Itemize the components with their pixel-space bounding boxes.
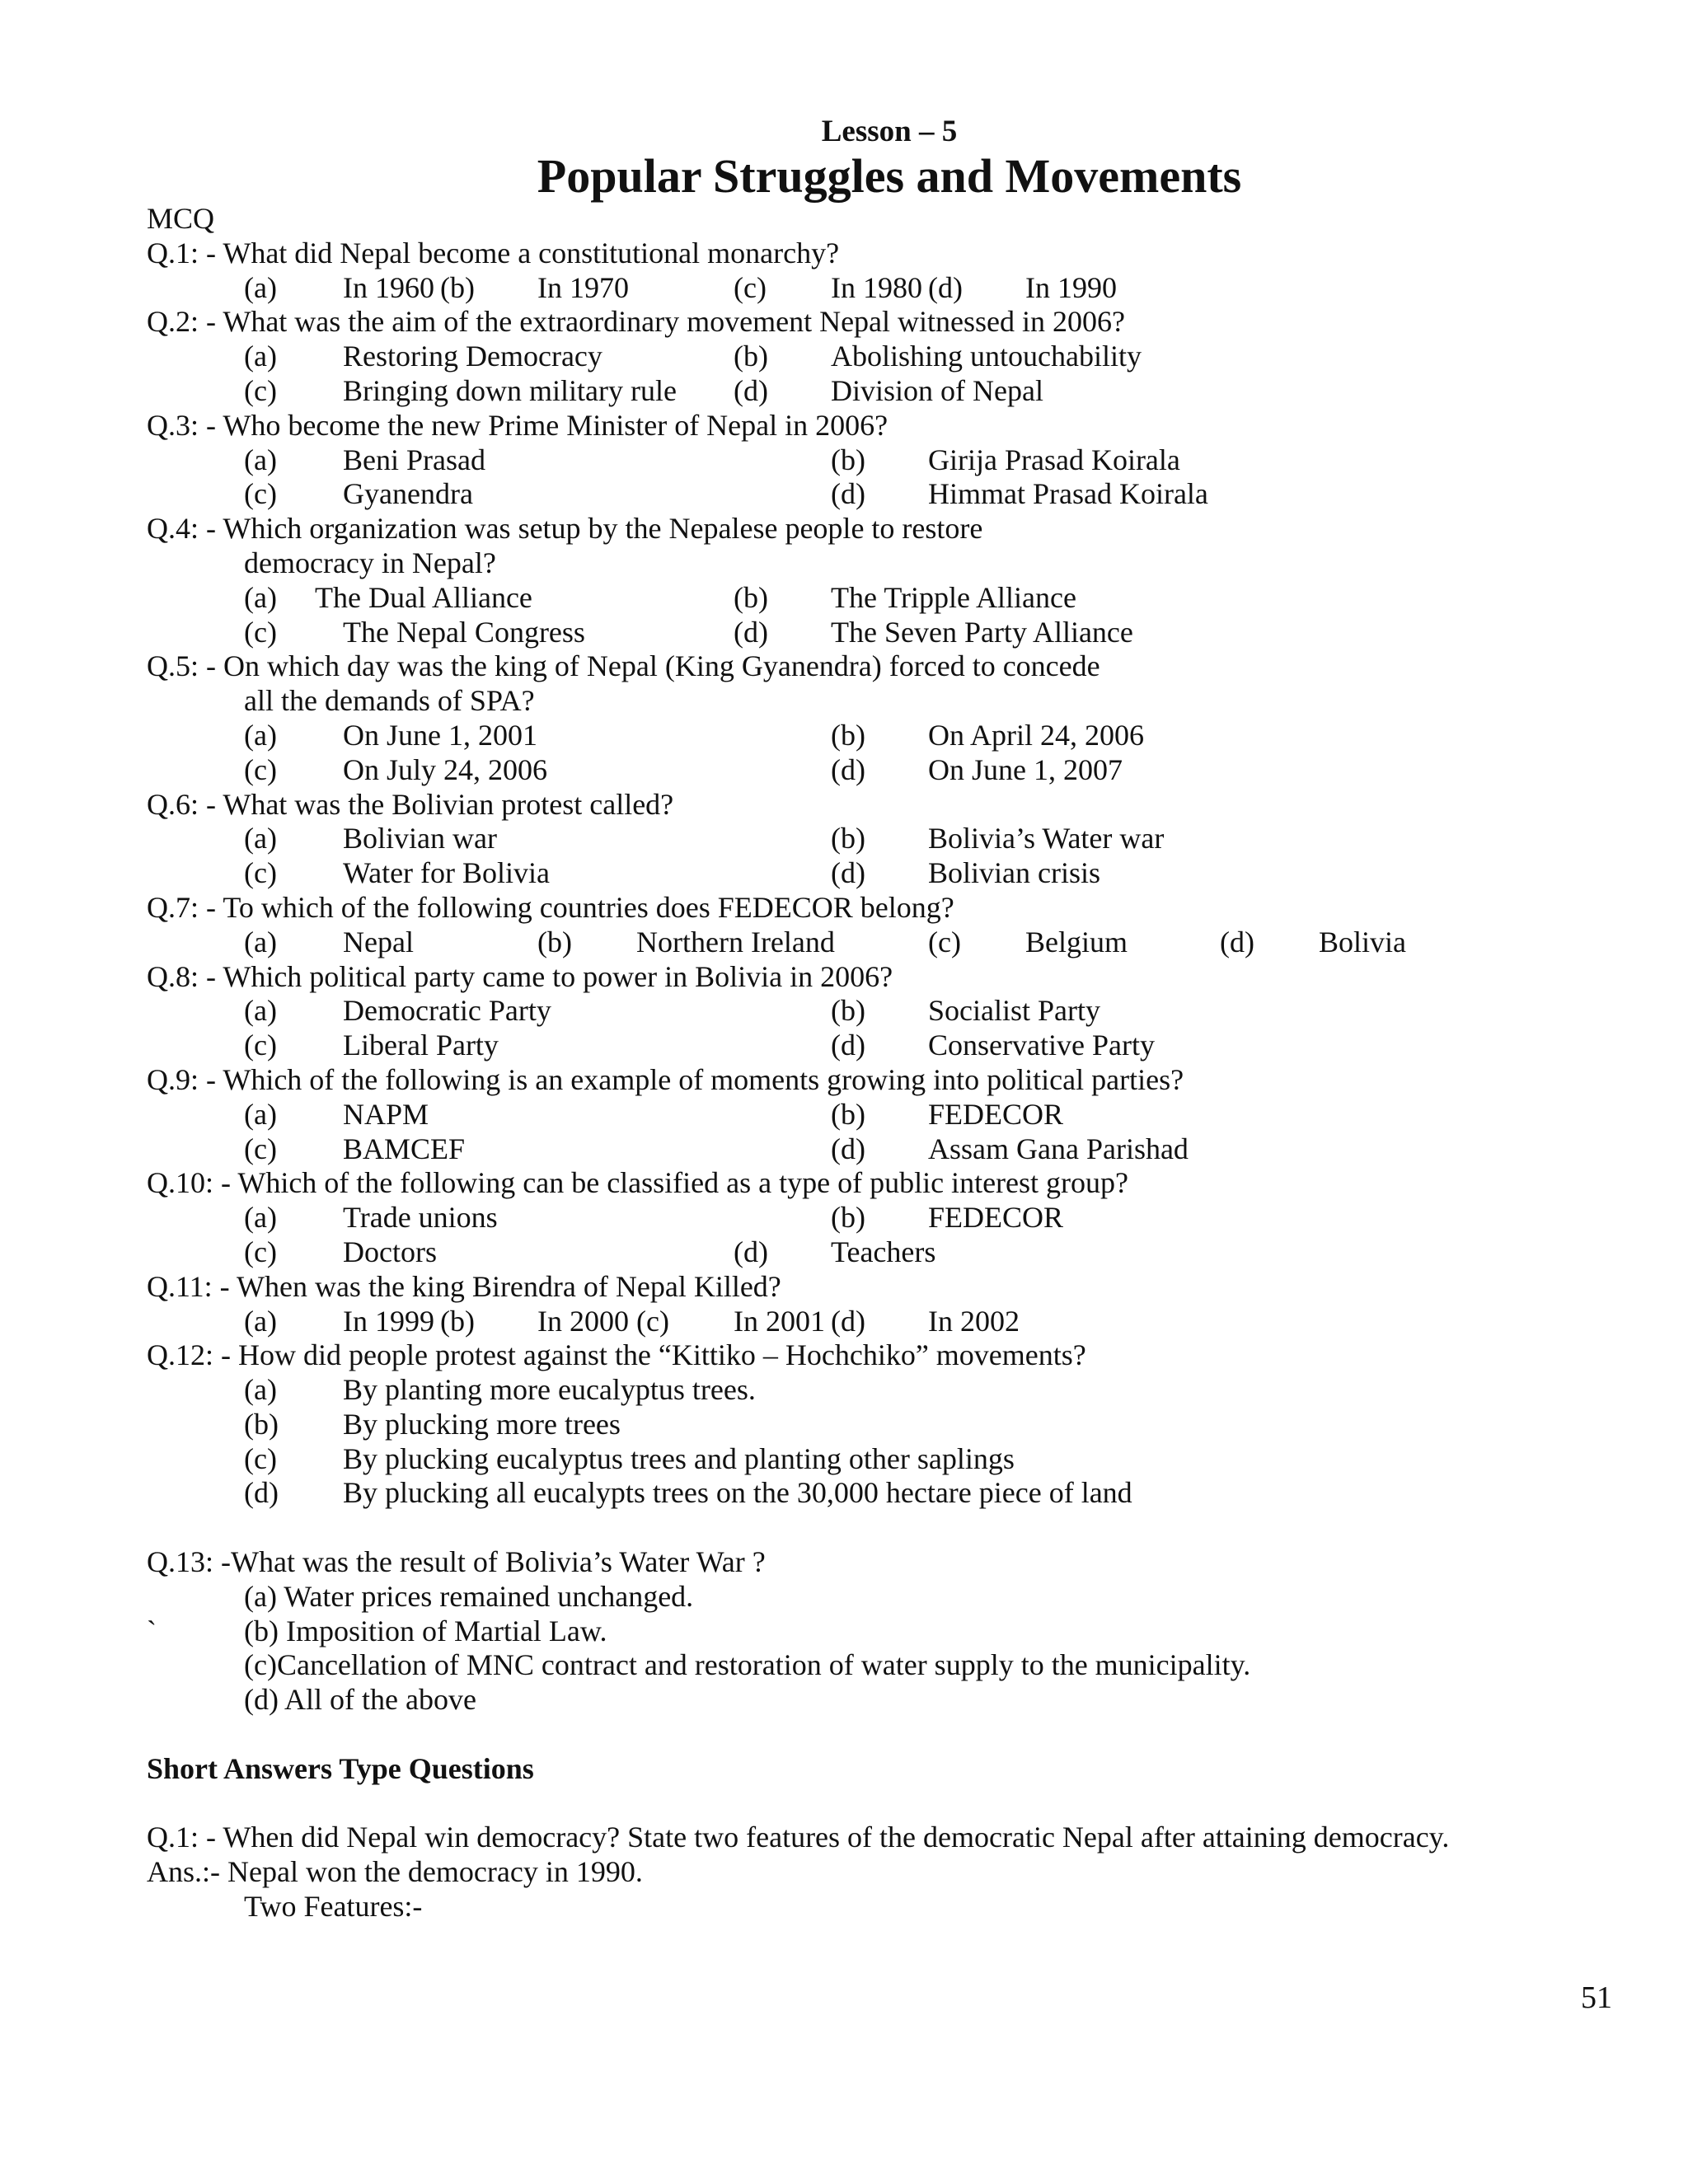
option-text: On June 1, 2001 (343, 718, 537, 752)
option-text: Bolivian war (343, 822, 497, 855)
option-text: In 1990 (1025, 270, 1117, 304)
option-text: Nepal (343, 925, 414, 958)
option-text: Water for Bolivia (343, 856, 551, 890)
q11-options (147, 1305, 1663, 1339)
stray-mark: ` (147, 1614, 157, 1647)
section-short-answers: Short Answers Type Questions (147, 1751, 534, 1785)
option-label: (d) (244, 1476, 279, 1510)
option-text: In 1980 (831, 270, 922, 304)
option-text: The Nepal Congress (343, 615, 585, 649)
option-text: By planting more eucalyptus trees. (343, 1373, 756, 1407)
option-text: Socialist Party (928, 994, 1100, 1028)
q9-options-row1 (147, 1098, 1663, 1132)
option-text: In 2001 (734, 1304, 825, 1338)
option-text: Beni Prasad (343, 443, 485, 476)
option-text: NAPM (343, 1097, 429, 1131)
question-11: Q.11: - When was the king Birendra of Nepal Killed? (147, 1269, 781, 1303)
option-label: (b) (734, 340, 768, 373)
option-text: Liberal Party (343, 1029, 499, 1062)
question-8: Q.8: - Which political party came to power in Bolivia in 2006? (147, 959, 893, 993)
option-label: (c) (244, 1235, 277, 1268)
content-body (147, 202, 1663, 1924)
option-text: The Seven Party Alliance (831, 615, 1133, 649)
question-5: Q.5: - On which day was the king of Nepal (King Gyanendra) forced to concede (147, 649, 1100, 683)
q6-options-row2 (147, 856, 1663, 891)
q13-option-a: (a) Water prices remained unchanged. (244, 1579, 694, 1613)
option-text: Bolivian crisis (928, 856, 1100, 890)
q1-options (147, 271, 1663, 306)
option-label: (b) (831, 994, 865, 1028)
question-10: Q.10: - Which of the following can be classified as a type of public interest group? (147, 1166, 1128, 1200)
option-label: (d) (831, 1132, 865, 1165)
spacer (147, 1787, 1663, 1821)
question-9: Q.9: - Which of the following is an example of moments growing into political parties? (147, 1062, 1184, 1096)
option-label: (d) (831, 1029, 865, 1062)
question-13: Q.13: -What was the result of Bolivia’s Water War ? (147, 1545, 766, 1579)
short-answer-1: Ans.:- Nepal won the democracy in 1990. (147, 1855, 643, 1889)
q12-option-a (147, 1373, 1663, 1408)
question-7: Q.7: - To which of the following countries does FEDECOR belong? (147, 890, 954, 924)
option-text: Restoring Democracy (343, 340, 603, 373)
option-text: Teachers (831, 1235, 936, 1268)
option-text: By plucking all eucalypts trees on the 30,000 hectare piece of land (343, 1476, 1132, 1510)
option-label: (a) (244, 822, 277, 855)
q12-option-d (147, 1476, 1663, 1511)
q13-option-d: (d) All of the above (244, 1683, 476, 1717)
option-text: In 1960 (343, 270, 434, 304)
option-text: Himmat Prasad Koirala (928, 477, 1208, 511)
q13-option-b (147, 1615, 1663, 1649)
option-label: (d) (734, 1235, 768, 1268)
option-text: Division of Nepal (831, 373, 1043, 407)
option-label: (b) (440, 1304, 475, 1338)
q7-options (147, 926, 1663, 960)
q4-options-row1 (147, 581, 1663, 616)
option-text: (b) Imposition of Martial Law. (244, 1614, 607, 1647)
q3-options-row1 (147, 443, 1663, 478)
question-4: Q.4: - Which organization was setup by the Nepalese people to restore (147, 512, 983, 546)
option-text: By plucking eucalyptus trees and planting other saplings (343, 1441, 1015, 1475)
option-text: By plucking more trees (343, 1407, 621, 1441)
option-label: (a) (244, 718, 277, 752)
option-label: (d) (734, 615, 768, 649)
option-label: (a) (244, 580, 277, 614)
option-text: Democratic Party (343, 994, 551, 1028)
question-1: Q.1: - What did Nepal become a constitutional monarchy? (147, 236, 840, 269)
spacer (147, 1718, 1663, 1752)
option-label: (c) (244, 1441, 277, 1475)
option-text: Assam Gana Parishad (928, 1132, 1189, 1165)
option-label: (d) (1220, 925, 1254, 958)
option-text: Conservative Party (928, 1029, 1155, 1062)
option-text: BAMCEF (343, 1132, 466, 1165)
option-label: (c) (244, 1029, 277, 1062)
q4-options-row2 (147, 616, 1663, 650)
q5-options-row1 (147, 719, 1663, 753)
page-title: Popular Struggles and Movements (537, 149, 1242, 203)
option-label: (c) (928, 925, 961, 958)
q10-options-row2 (147, 1235, 1663, 1270)
option-label: (b) (831, 1201, 865, 1235)
option-text: In 2000 (537, 1304, 629, 1338)
option-label: (a) (244, 1373, 277, 1407)
option-text: On April 24, 2006 (928, 718, 1145, 752)
q13-option-c: (c)Cancellation of MNC contract and restoration of water supply to the municipality. (244, 1648, 1251, 1682)
option-label: (a) (244, 1201, 277, 1235)
option-label: (c) (244, 373, 277, 407)
option-text: Bolivia’s Water war (928, 822, 1165, 855)
option-text: Abolishing untouchability (831, 340, 1142, 373)
option-text: In 1999 (343, 1304, 434, 1338)
option-text: Gyanendra (343, 477, 473, 511)
question-6: Q.6: - What was the Bolivian protest called? (147, 787, 674, 821)
question-4-cont: democracy in Nepal? (244, 546, 496, 579)
option-text: FEDECOR (928, 1097, 1064, 1131)
option-label: (a) (244, 340, 277, 373)
option-label: (d) (831, 1304, 865, 1338)
option-label: (a) (244, 1304, 277, 1338)
option-label: (a) (244, 270, 277, 304)
question-3: Q.3: - Who become the new Prime Minister of Nepal in 2006? (147, 408, 889, 442)
option-text: Girija Prasad Koirala (928, 443, 1180, 476)
option-label: (d) (831, 477, 865, 511)
page-number: 51 (1581, 1980, 1612, 2015)
q6-options-row1 (147, 822, 1663, 856)
q10-options-row1 (147, 1201, 1663, 1235)
spacer (147, 1511, 1663, 1545)
option-label: (b) (831, 822, 865, 855)
option-label: (d) (928, 270, 963, 304)
q8-options-row1 (147, 994, 1663, 1029)
option-label: (b) (440, 270, 475, 304)
option-text: In 1970 (537, 270, 629, 304)
section-mcq: MCQ (147, 202, 215, 235)
q3-options-row2 (147, 477, 1663, 512)
q5-options-row2 (147, 753, 1663, 788)
question-5-cont: all the demands of SPA? (244, 684, 535, 718)
q12-option-b (147, 1408, 1663, 1442)
q12-option-c (147, 1442, 1663, 1477)
option-text: Trade unions (343, 1201, 498, 1235)
option-label: (b) (831, 1097, 865, 1131)
option-label: (b) (537, 925, 572, 958)
q8-options-row2 (147, 1029, 1663, 1063)
option-text: FEDECOR (928, 1201, 1064, 1235)
option-label: (b) (734, 580, 768, 614)
option-text: In 2002 (928, 1304, 1020, 1338)
option-label: (b) (831, 443, 865, 476)
option-text: Bolivia (1319, 925, 1406, 958)
option-text: Doctors (343, 1235, 437, 1268)
option-label: (a) (244, 925, 277, 958)
option-text: On July 24, 2006 (343, 752, 548, 786)
question-2: Q.2: - What was the aim of the extraordinary movement Nepal witnessed in 2006? (147, 305, 1125, 339)
q2-options-row2 (147, 374, 1663, 409)
option-text: The Tripple Alliance (831, 580, 1076, 614)
option-text: On June 1, 2007 (928, 752, 1123, 786)
option-text: Northern Ireland (636, 925, 835, 958)
option-label: (c) (244, 856, 277, 890)
option-label: (c) (636, 1304, 669, 1338)
option-text: Bringing down military rule (343, 373, 677, 407)
short-answer-1-sub: Two Features:- (244, 1890, 423, 1924)
option-text: The Dual Alliance (315, 580, 532, 614)
option-label: (c) (244, 615, 277, 649)
option-label: (d) (831, 856, 865, 890)
option-label: (d) (734, 373, 768, 407)
option-label: (b) (831, 718, 865, 752)
option-label: (b) (244, 1407, 279, 1441)
option-label: (c) (244, 752, 277, 786)
option-label: (c) (244, 477, 277, 511)
q9-options-row2 (147, 1132, 1663, 1167)
short-question-1: Q.1: - When did Nepal win democracy? State two features of the democratic Nepal after attaining democracy. (147, 1821, 1450, 1854)
question-12: Q.12: - How did people protest against the “Kittiko – Hochchiko” movements? (147, 1338, 1086, 1372)
option-label: (a) (244, 994, 277, 1028)
option-label: (a) (244, 1097, 277, 1131)
q2-options-row1 (147, 340, 1663, 374)
option-label: (a) (244, 443, 277, 476)
option-label: (c) (734, 270, 767, 304)
option-label: (d) (831, 752, 865, 786)
option-text: Belgium (1025, 925, 1128, 958)
lesson-heading: Lesson – 5 (821, 115, 958, 148)
option-label: (c) (244, 1132, 277, 1165)
